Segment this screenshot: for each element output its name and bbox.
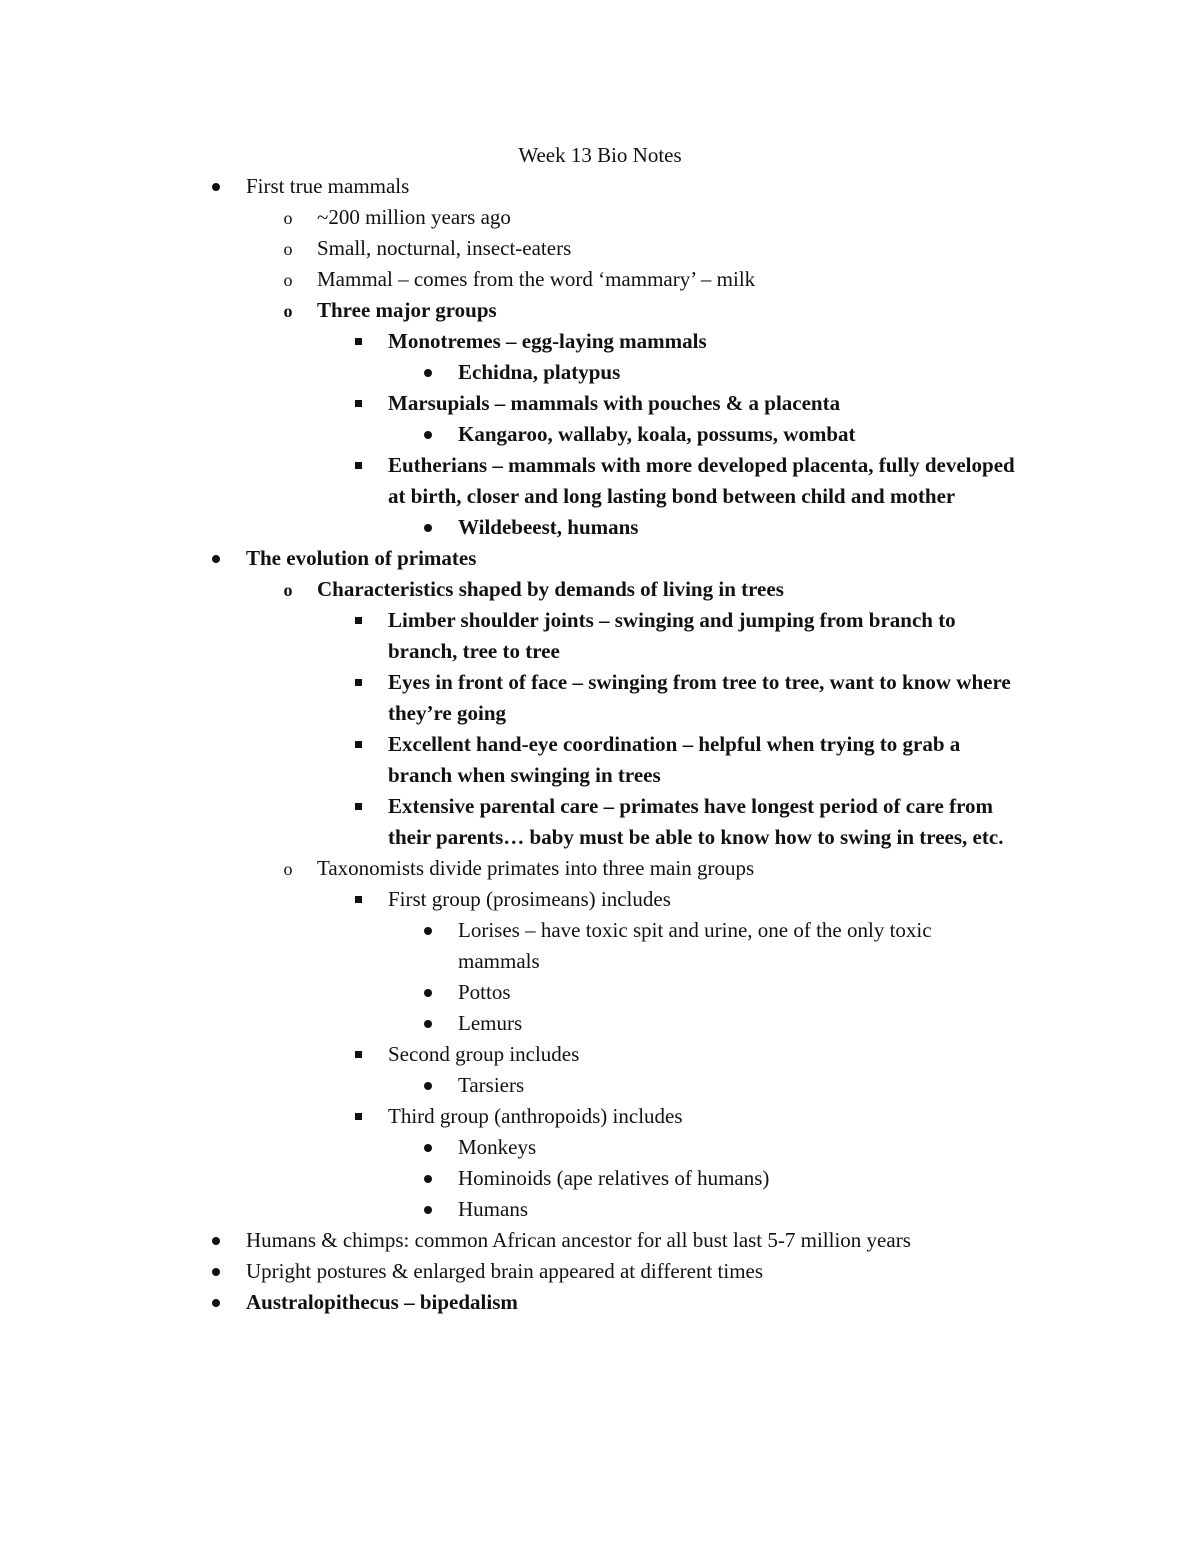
list-item-text: First group (prosimeans) includes [388, 887, 671, 911]
sub-list [0, 357, 1200, 388]
list-item [0, 295, 1200, 326]
list-item-text: Mammal – comes from the word ‘mammary’ – milk [317, 267, 756, 291]
bullet-dot-icon [421, 512, 435, 543]
bullet-circle-icon: o [283, 579, 293, 600]
list-item-text: Humans [458, 1197, 528, 1221]
bullet-square-icon [351, 605, 365, 636]
list-item-text: Eyes in front of face – swinging from tree to tree, want to know where they’re going [388, 670, 1011, 725]
bullet-circle-icon: o [283, 238, 293, 259]
list-item-text: ~200 million years ago [317, 205, 511, 229]
list-item-text: Monkeys [458, 1135, 537, 1159]
sub-list [0, 574, 1200, 1225]
list-item [0, 202, 1200, 233]
bullet-dot-icon [209, 171, 223, 202]
list-item-text: The evolution of primates [246, 546, 477, 570]
bullet-square-icon [351, 388, 365, 419]
list-item [0, 233, 1200, 264]
bullet-square-icon [351, 884, 365, 915]
bullet-square-icon [351, 1101, 365, 1132]
list-item [0, 1070, 1018, 1101]
bullet-circle-icon: o [283, 300, 293, 321]
list-item-text: Third group (anthropoids) includes [388, 1104, 683, 1128]
list-item-text: Humans & chimps: common African ancestor for all bust last 5-7 million years [246, 1228, 911, 1252]
bullet-dot-icon [421, 1194, 435, 1225]
list-item-text: Australopithecus – bipedalism [246, 1290, 518, 1314]
list-item [0, 1008, 1018, 1039]
list-item [0, 171, 1200, 202]
list-item-text: Echidna, platypus [458, 360, 621, 384]
bullet-dot-icon [421, 419, 435, 450]
sub-list [0, 605, 1200, 853]
list-item [0, 1225, 1200, 1256]
list-item-text: Marsupials – mammals with pouches & a placenta [388, 391, 841, 415]
sub-list [0, 419, 1200, 450]
list-item [0, 667, 1028, 729]
bullet-dot-icon [209, 1287, 223, 1318]
list-item [0, 1194, 1018, 1225]
sub-list [0, 512, 1200, 543]
bullet-dot-icon [421, 1132, 435, 1163]
list-item-text: Upright postures & enlarged brain appeared at different times [246, 1259, 764, 1283]
bullet-square-icon [351, 729, 365, 760]
list-item-text: Wildebeest, humans [458, 515, 639, 539]
bullet-dot-icon [421, 1070, 435, 1101]
list-item [0, 1039, 1028, 1070]
bullet-dot-icon [421, 977, 435, 1008]
list-item-text: Three major groups [317, 298, 497, 322]
list-item-text: Tarsiers [458, 1073, 525, 1097]
bullet-circle-icon: o [283, 207, 293, 228]
list-item-text: Lemurs [458, 1011, 523, 1035]
list-item-text: Excellent hand-eye coordination – helpful when trying to grab a branch when swinging in trees [388, 732, 961, 787]
list-item [0, 977, 1018, 1008]
list-item-text: Monotremes – egg-laying mammals [388, 329, 707, 353]
list-item-text: Small, nocturnal, insect-eaters [317, 236, 572, 260]
notes-outline [0, 171, 1200, 1318]
list-item [0, 357, 1018, 388]
sub-list [0, 915, 1200, 1039]
list-item [0, 388, 1028, 419]
list-item-text: Hominoids (ape relatives of humans) [458, 1166, 770, 1190]
list-item [0, 543, 1200, 574]
list-item-text: First true mammals [246, 174, 410, 198]
bullet-square-icon [351, 326, 365, 357]
list-item [0, 1287, 1200, 1318]
list-item-text: Extensive parental care – primates have longest period of care from their parents… baby must be able to know how to swing in trees, etc. [388, 794, 1004, 849]
list-item [0, 853, 1200, 884]
list-item [0, 326, 1028, 357]
list-item [0, 729, 1028, 791]
list-item [0, 791, 1028, 853]
bullet-dot-icon [209, 1225, 223, 1256]
list-item [0, 1256, 1200, 1287]
sub-list [0, 1070, 1200, 1101]
list-item [0, 884, 1028, 915]
list-item-text: Pottos [458, 980, 511, 1004]
list-item [0, 1163, 1018, 1194]
list-item-text: Taxonomists divide primates into three main groups [317, 856, 755, 880]
sub-list [0, 884, 1200, 1225]
list-item-text: Kangaroo, wallaby, koala, possums, wombat [458, 422, 856, 446]
bullet-square-icon [351, 450, 365, 481]
list-item [0, 419, 1018, 450]
list-item-text: Second group includes [388, 1042, 580, 1066]
bullet-square-icon [351, 1039, 365, 1070]
bullet-circle-icon: o [283, 858, 293, 879]
bullet-square-icon [351, 791, 365, 822]
bullet-dot-icon [421, 1163, 435, 1194]
bullet-dot-icon [421, 357, 435, 388]
document-title: Week 13 Bio Notes [518, 143, 682, 167]
list-item [0, 450, 1028, 512]
bullet-dot-icon [209, 1256, 223, 1287]
bullet-circle-icon: o [283, 269, 293, 290]
sub-list [0, 1132, 1200, 1225]
list-item-text: Characteristics shaped by demands of living in trees [317, 577, 784, 601]
list-item-text: Eutherians – mammals with more developed placenta, fully developed at birth, closer and long lasting bond between child and mother [388, 453, 1015, 508]
list-item [0, 512, 1018, 543]
bullet-dot-icon [209, 543, 223, 574]
list-item [0, 264, 1200, 295]
sub-list [0, 202, 1200, 543]
list-item [0, 915, 1018, 977]
bullet-square-icon [351, 667, 365, 698]
list-item-text: Lorises – have toxic spit and urine, one of the only toxic mammals [458, 918, 932, 973]
bullet-dot-icon [421, 915, 435, 946]
list-item-text: Limber shoulder joints – swinging and jumping from branch to branch, tree to tree [388, 608, 956, 663]
sub-list [0, 326, 1200, 543]
list-item [0, 1101, 1028, 1132]
bullet-dot-icon [421, 1008, 435, 1039]
list-item [0, 1132, 1018, 1163]
list-item [0, 574, 1200, 605]
list-item [0, 605, 1028, 667]
